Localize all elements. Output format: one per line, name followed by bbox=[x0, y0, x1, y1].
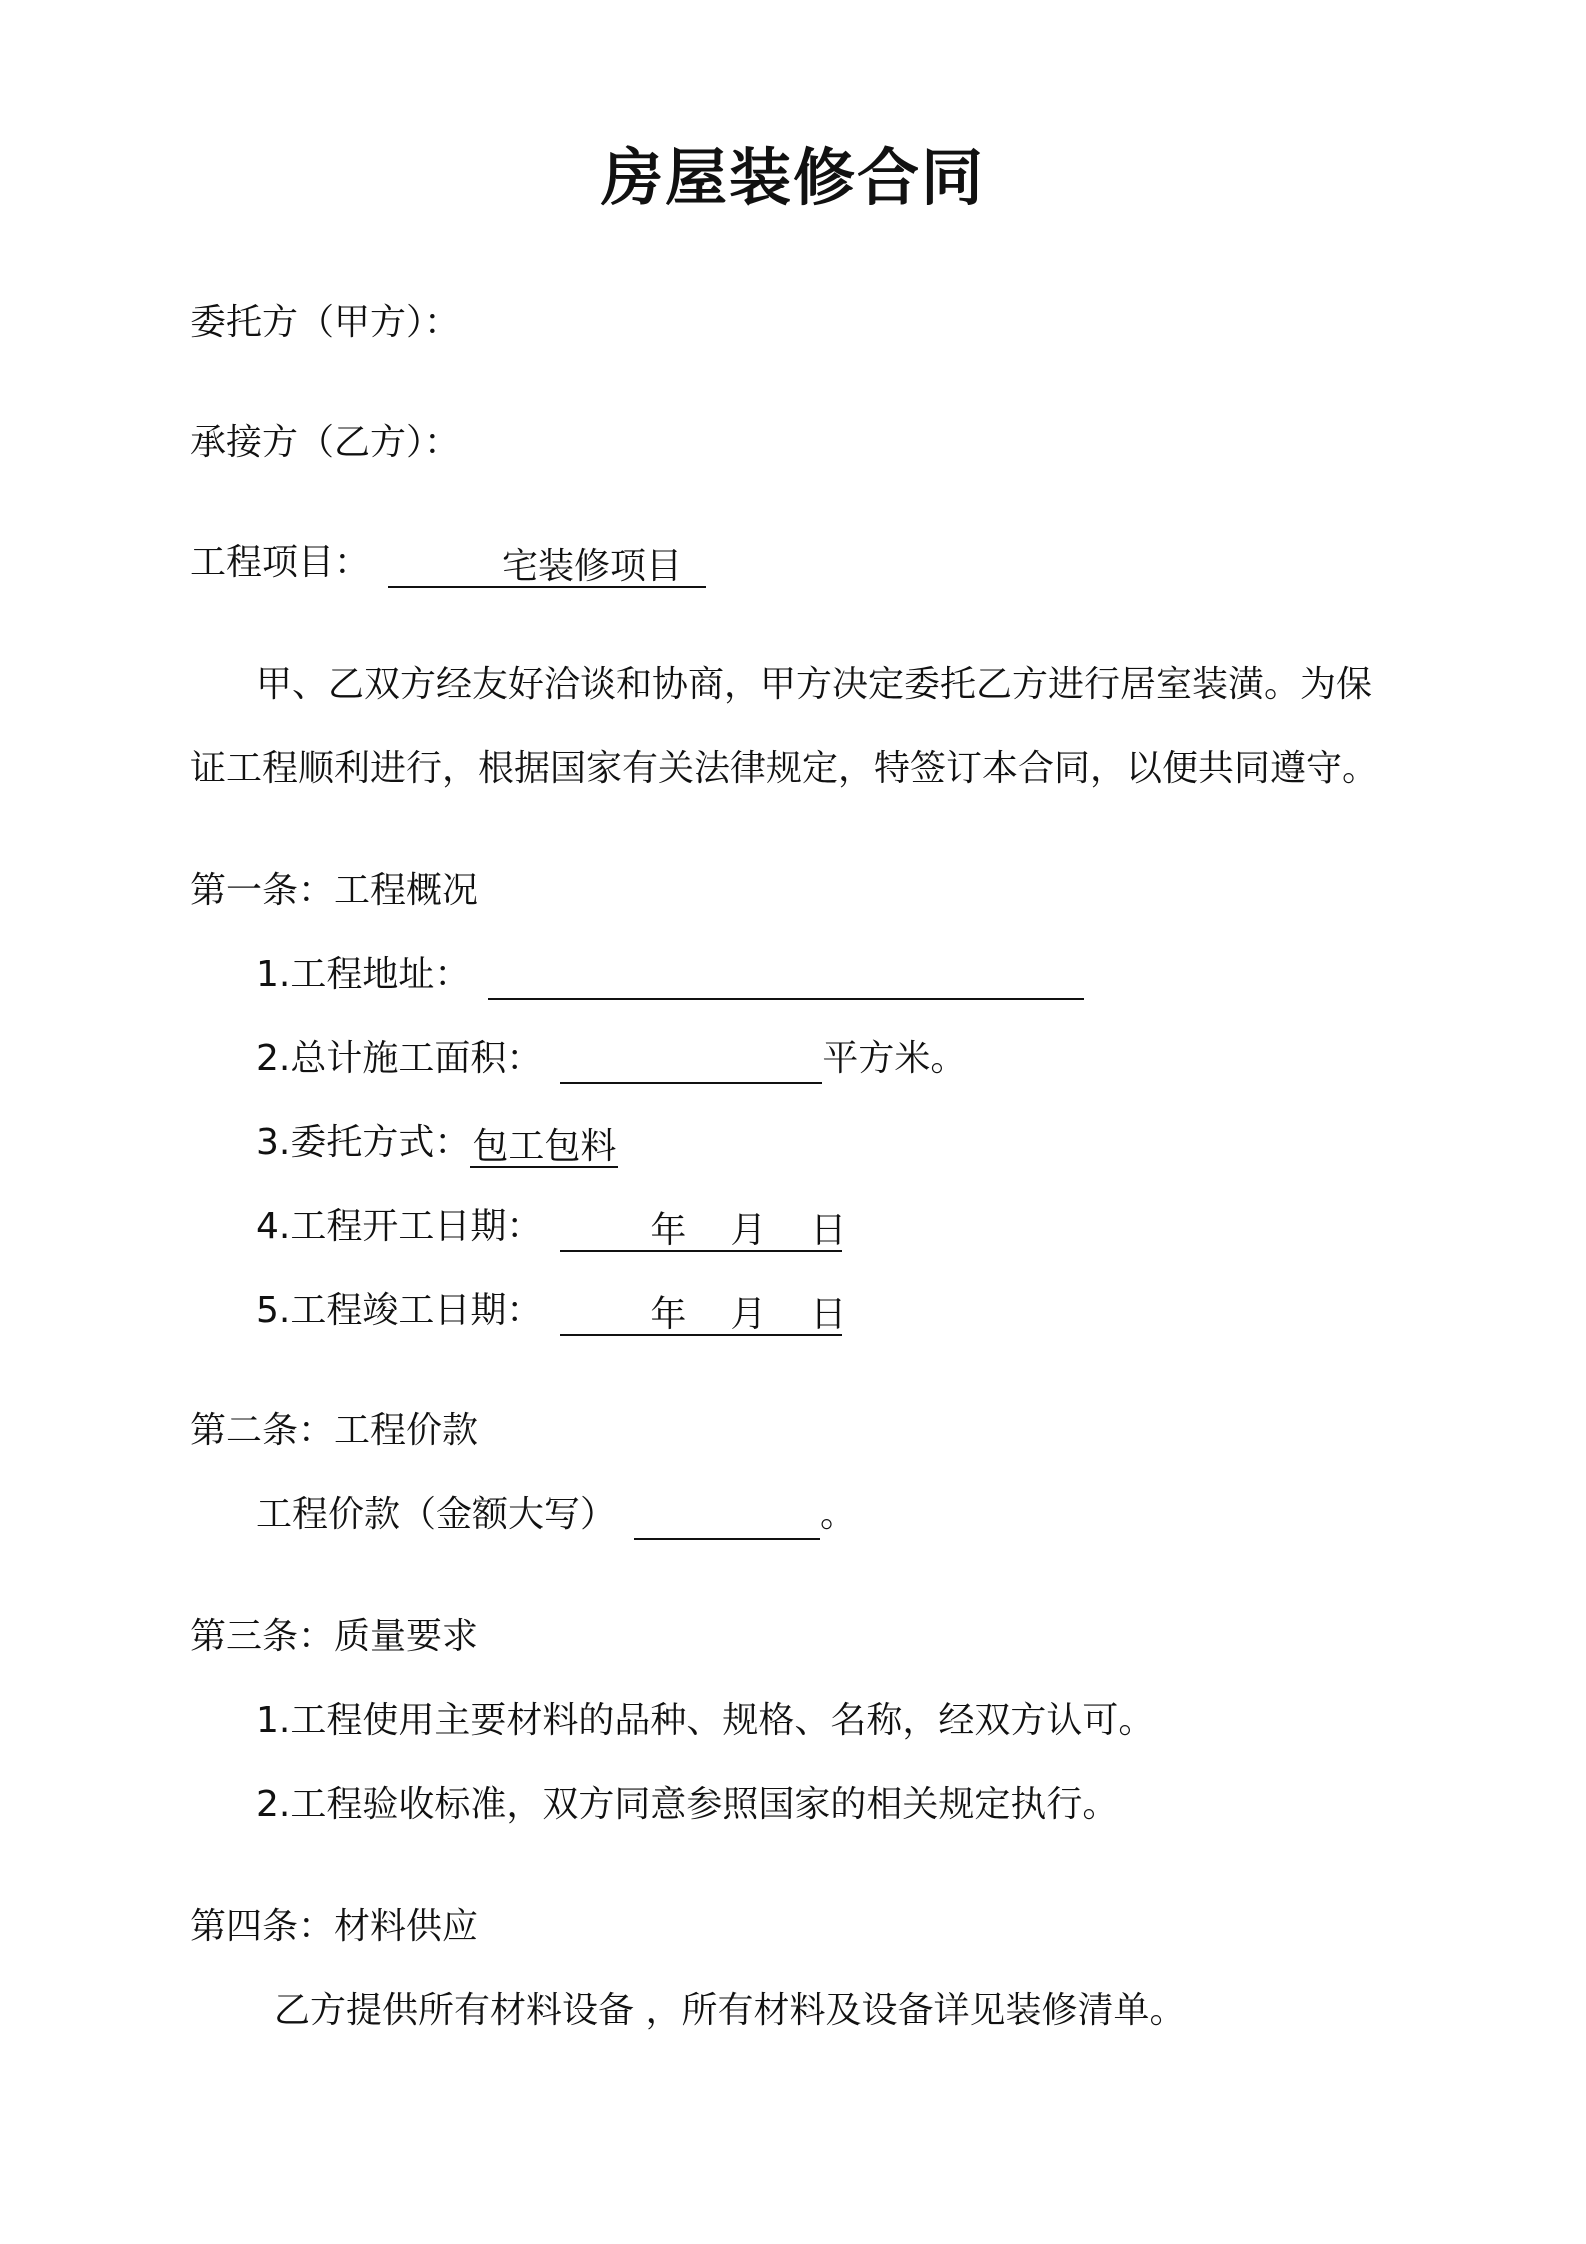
method-value: 包工包料 bbox=[472, 1126, 617, 1167]
party-b-label: 承接方（乙方）： bbox=[190, 422, 461, 463]
method-label: 3.委托方式： bbox=[256, 1122, 471, 1163]
intro-paragraph-line-1: 甲、乙双方经友好洽谈和协商，甲方决定委托乙方进行居室装潢。为保 bbox=[256, 664, 1373, 705]
end-month-label: 月 bbox=[730, 1294, 767, 1335]
address-line bbox=[256, 950, 1084, 1000]
area-unit: 平方米。 bbox=[822, 1038, 967, 1079]
address-label: 1.工程地址： bbox=[256, 954, 471, 995]
materials-item-1: 乙方提供所有材料设备 ，所有材料及设备详见装修清单。 bbox=[274, 1990, 1186, 2031]
article-4-heading: 第四条：材料供应 bbox=[190, 1906, 479, 1947]
party-a-label: 委托方（甲方）： bbox=[190, 302, 461, 343]
quality-item-1: 1.工程使用主要材料的品种、规格、名称，经双方认可。 bbox=[256, 1700, 1155, 1741]
project-label: 工程项目： bbox=[190, 542, 371, 583]
start-date-label: 4.工程开工日期： bbox=[256, 1206, 543, 1247]
price-end-mark: 。 bbox=[820, 1494, 857, 1535]
intro-paragraph-line-2: 证工程顺利进行，根据国家有关法律规定，特签订本合同，以便共同遵守。 bbox=[190, 748, 1379, 789]
end-date-line bbox=[256, 1286, 847, 1336]
start-day-label: 日 bbox=[810, 1210, 847, 1251]
party-a-line bbox=[190, 298, 460, 348]
end-day-label: 日 bbox=[810, 1294, 847, 1335]
price-line bbox=[256, 1490, 856, 1540]
area-line bbox=[256, 1034, 966, 1084]
project-field[interactable] bbox=[388, 542, 706, 588]
party-b-line bbox=[190, 418, 460, 468]
price-field[interactable] bbox=[634, 1494, 820, 1540]
article-2-heading: 第二条：工程价款 bbox=[190, 1410, 479, 1451]
area-label: 2.总计施工面积： bbox=[256, 1038, 543, 1079]
area-field[interactable] bbox=[560, 1038, 822, 1084]
article-1-heading: 第一条：工程概况 bbox=[190, 870, 479, 911]
end-year-label: 年 bbox=[650, 1294, 687, 1335]
start-year-label: 年 bbox=[650, 1210, 687, 1251]
end-date-field[interactable] bbox=[560, 1290, 847, 1336]
end-date-label: 5.工程竣工日期： bbox=[256, 1290, 543, 1331]
start-date-field[interactable] bbox=[560, 1206, 847, 1252]
start-date-line bbox=[256, 1202, 847, 1252]
start-month-label: 月 bbox=[730, 1210, 767, 1251]
project-value: 宅装修项目 bbox=[502, 546, 683, 587]
method-field[interactable] bbox=[470, 1122, 618, 1168]
quality-item-2: 2.工程验收标准，双方同意参照国家的相关规定执行。 bbox=[256, 1784, 1119, 1825]
address-field[interactable] bbox=[488, 954, 1084, 1000]
document-title: 房屋装修合同 bbox=[600, 141, 985, 214]
price-label: 工程价款（金额大写） bbox=[256, 1494, 617, 1535]
article-3-heading: 第三条：质量要求 bbox=[190, 1616, 479, 1657]
project-line bbox=[190, 538, 706, 588]
method-line bbox=[256, 1118, 618, 1168]
